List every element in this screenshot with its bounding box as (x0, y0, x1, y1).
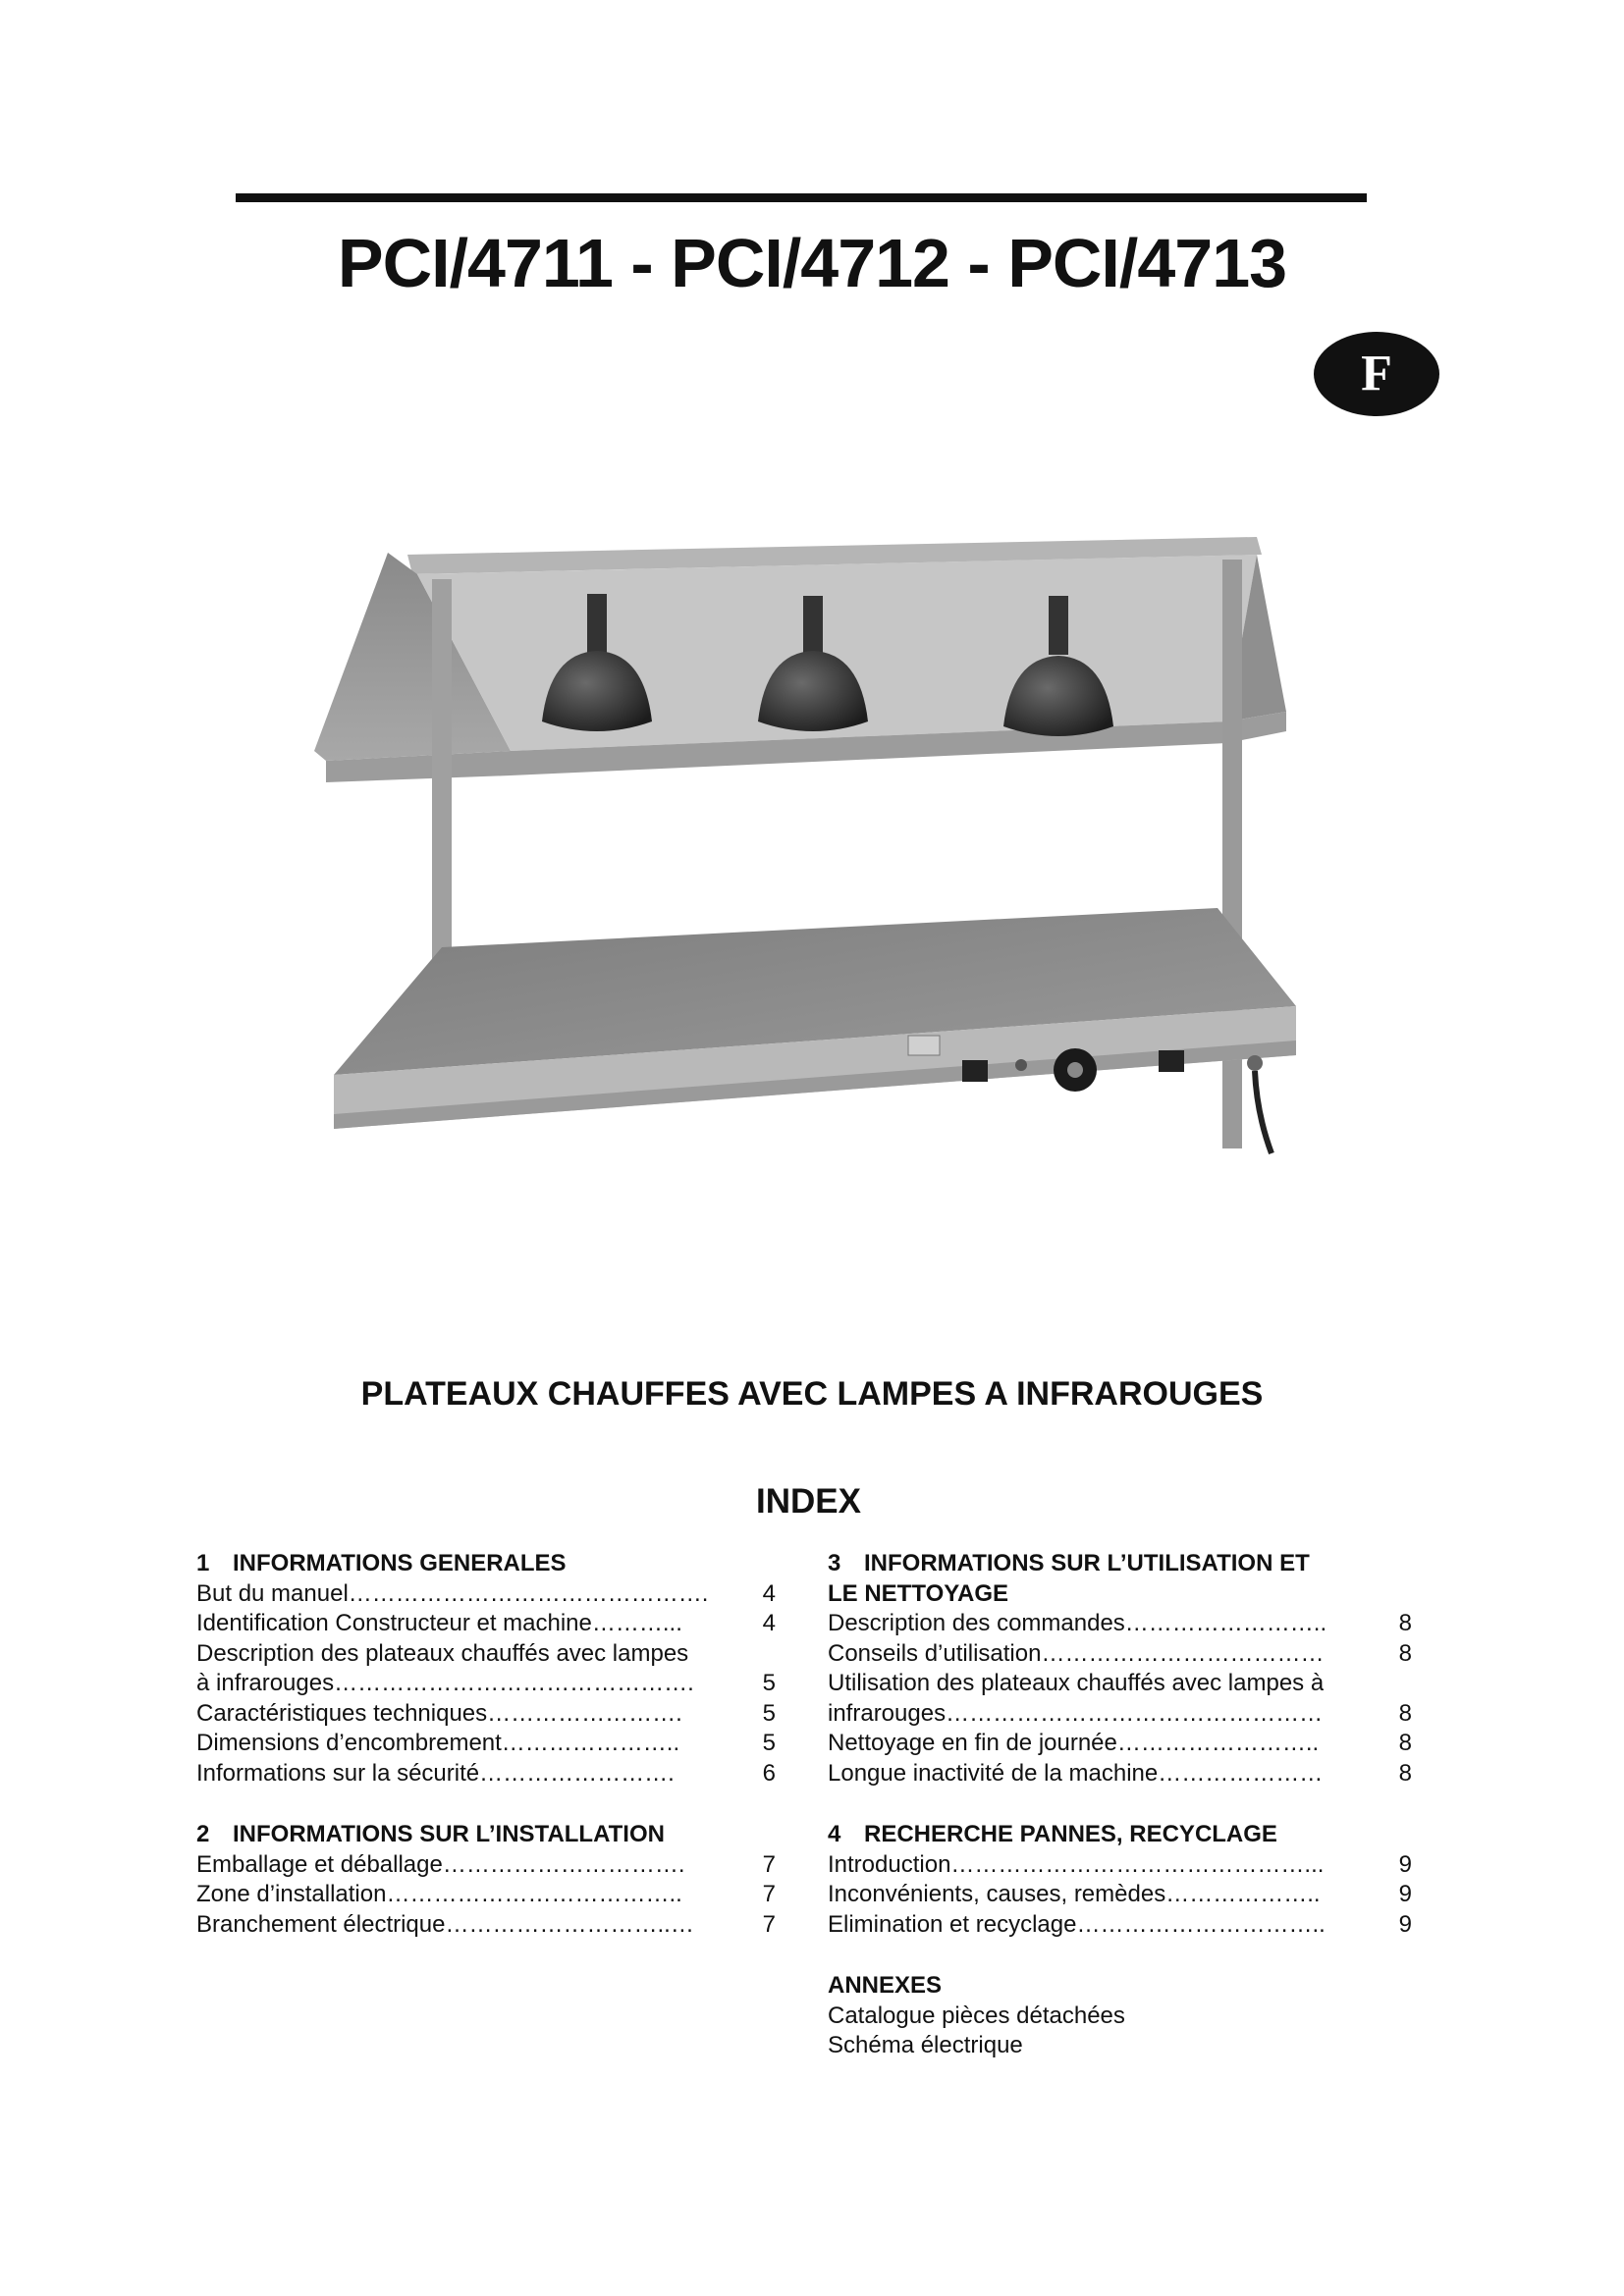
toc-entry-text: Branchement électrique………………………..… (196, 1910, 694, 1938)
toc-entry-page: 7 (762, 1881, 776, 1907)
toc-entry[interactable] (196, 1880, 776, 1910)
toc-entry-text: Inconvénients, causes, remèdes……………….. (828, 1881, 1321, 1907)
toc-entry[interactable] (828, 1910, 1412, 1941)
toc-entry-text: à infrarouges………………………………………. (196, 1670, 694, 1696)
toc-entry[interactable] (196, 1759, 776, 1789)
product-photo (314, 525, 1316, 1242)
toc-entry-text: infrarouges………………………………………… (828, 1699, 1324, 1727)
toc-entry[interactable] (196, 1609, 776, 1639)
toc-entry[interactable] (196, 1579, 776, 1610)
toc-entry-page: 8 (1398, 1610, 1412, 1636)
language-badge: F (1314, 332, 1439, 416)
toc-annex-item[interactable]: Schéma électrique (828, 2032, 1023, 2058)
toc-section-label: INFORMATIONS SUR L’UTILISATION ET (864, 1550, 1310, 1576)
toc-section-3 (828, 1549, 1412, 1789)
cable-gland (1247, 1055, 1263, 1071)
toc-entry-page: 9 (1398, 1910, 1412, 1938)
toc-entry-text: Description des plateaux chauffés avec lampes (196, 1639, 689, 1667)
power-cable (1255, 1071, 1272, 1153)
toc-entry-text: Zone d’installation……………………………….. (196, 1881, 682, 1907)
control-light (1015, 1059, 1027, 1071)
document-title: PCI/4711 - PCI/4712 - PCI/4713 (337, 225, 1287, 301)
toc-entry-page: 5 (762, 1699, 776, 1727)
toc-entry-page: 9 (1398, 1850, 1412, 1878)
toc-entry[interactable] (196, 1669, 776, 1699)
toc-annexes-title: ANNEXES (828, 1972, 943, 1999)
toc-entry-page: 4 (762, 1610, 776, 1636)
toc-section-4 (828, 1820, 1412, 1940)
toc-entry-text: Identification Constructeur et machine………... (196, 1610, 682, 1636)
toc-entry-page: 7 (762, 1850, 776, 1878)
toc-entry[interactable] (196, 1699, 776, 1730)
toc-entry-page: 8 (1398, 1730, 1412, 1756)
top-rule (236, 193, 1367, 202)
toc-section-title (196, 1820, 776, 1850)
toc-entry-text: Nettoyage en fin de journée…………………….. (828, 1730, 1320, 1756)
control-switch-left (962, 1060, 988, 1082)
toc-entry[interactable] (196, 1850, 776, 1881)
toc-annex-item[interactable]: Catalogue pièces détachées (828, 2002, 1125, 2029)
control-switch-right (1159, 1050, 1184, 1072)
warning-label (908, 1036, 940, 1055)
toc-section-number: 1 (196, 1550, 210, 1576)
toc-entry-page: 9 (1398, 1881, 1412, 1907)
toc-section-label: RECHERCHE PANNES, RECYCLAGE (864, 1821, 1277, 1847)
toc-section-2 (196, 1820, 776, 1940)
toc-section-title (828, 1549, 1412, 1579)
toc-section-number: 4 (828, 1821, 841, 1847)
toc-entry-text: Informations sur la sécurité……………………. (196, 1759, 675, 1787)
toc-entry-text: Description des commandes…………………….. (828, 1610, 1327, 1636)
toc-entry[interactable] (828, 1669, 1412, 1699)
toc-entry-text: Caractéristiques techniques……………………. (196, 1699, 682, 1727)
toc-entry[interactable] (828, 1850, 1412, 1881)
toc-section-number: 2 (196, 1821, 210, 1847)
toc-section-number: 3 (828, 1550, 841, 1576)
toc-entry-text: Dimensions d’encombrement………………….. (196, 1730, 680, 1756)
toc-entry[interactable] (196, 1639, 776, 1670)
toc-entry[interactable] (196, 1729, 776, 1759)
toc-entry-page: 6 (762, 1759, 776, 1787)
toc-entry-text: Emballage et déballage…………………………. (196, 1850, 685, 1878)
toc-section-title (828, 1820, 1412, 1850)
toc-entry[interactable] (828, 1639, 1412, 1670)
toc-right-column (828, 1549, 1412, 2093)
toc-section-1 (196, 1549, 776, 1789)
toc-section-label: INFORMATIONS SUR L’INSTALLATION (233, 1821, 665, 1847)
toc-entry[interactable] (828, 1759, 1412, 1789)
toc-entry-page: 5 (762, 1730, 776, 1756)
toc-entry-text: Longue inactivité de la machine………………… (828, 1759, 1324, 1787)
toc-entry-page: 8 (1398, 1759, 1412, 1787)
toc-entry[interactable] (196, 1910, 776, 1941)
toc-entry-page: 5 (762, 1670, 776, 1696)
toc-section-label: INFORMATIONS GENERALES (233, 1550, 567, 1576)
toc-section-title-line2: LE NETTOYAGE (828, 1579, 1009, 1607)
toc-entry-text: Introduction………………………………………... (828, 1850, 1325, 1878)
toc-entry-text: But du manuel………………………………………. (196, 1579, 709, 1607)
document-subtitle: PLATEAUX CHAUFFES AVEC LAMPES A INFRAROUGES (360, 1375, 1264, 1413)
toc-entry-page: 4 (762, 1579, 776, 1607)
toc-entry-page: 8 (1398, 1699, 1412, 1727)
toc-entry-page: 7 (762, 1910, 776, 1938)
toc-entry-text: Utilisation des plateaux chauffés avec lampes à (828, 1670, 1325, 1696)
toc-entry-text: Elimination et recyclage………………………….. (828, 1910, 1326, 1938)
toc-left-column (196, 1549, 776, 1971)
toc-entry-text: Conseils d’utilisation……………………………… (828, 1639, 1325, 1667)
toc-entry-page (752, 1639, 776, 1670)
toc-entry[interactable] (828, 1609, 1412, 1639)
toc-entry[interactable] (828, 1880, 1412, 1910)
toc-entry-page: 8 (1398, 1639, 1412, 1667)
toc-section-title (196, 1549, 776, 1579)
toc-entry[interactable] (828, 1729, 1412, 1759)
index-heading: INDEX (756, 1482, 861, 1521)
toc-entry-page (1388, 1669, 1412, 1699)
toc-annexes (828, 1971, 1412, 2061)
toc-entry[interactable] (828, 1699, 1412, 1730)
